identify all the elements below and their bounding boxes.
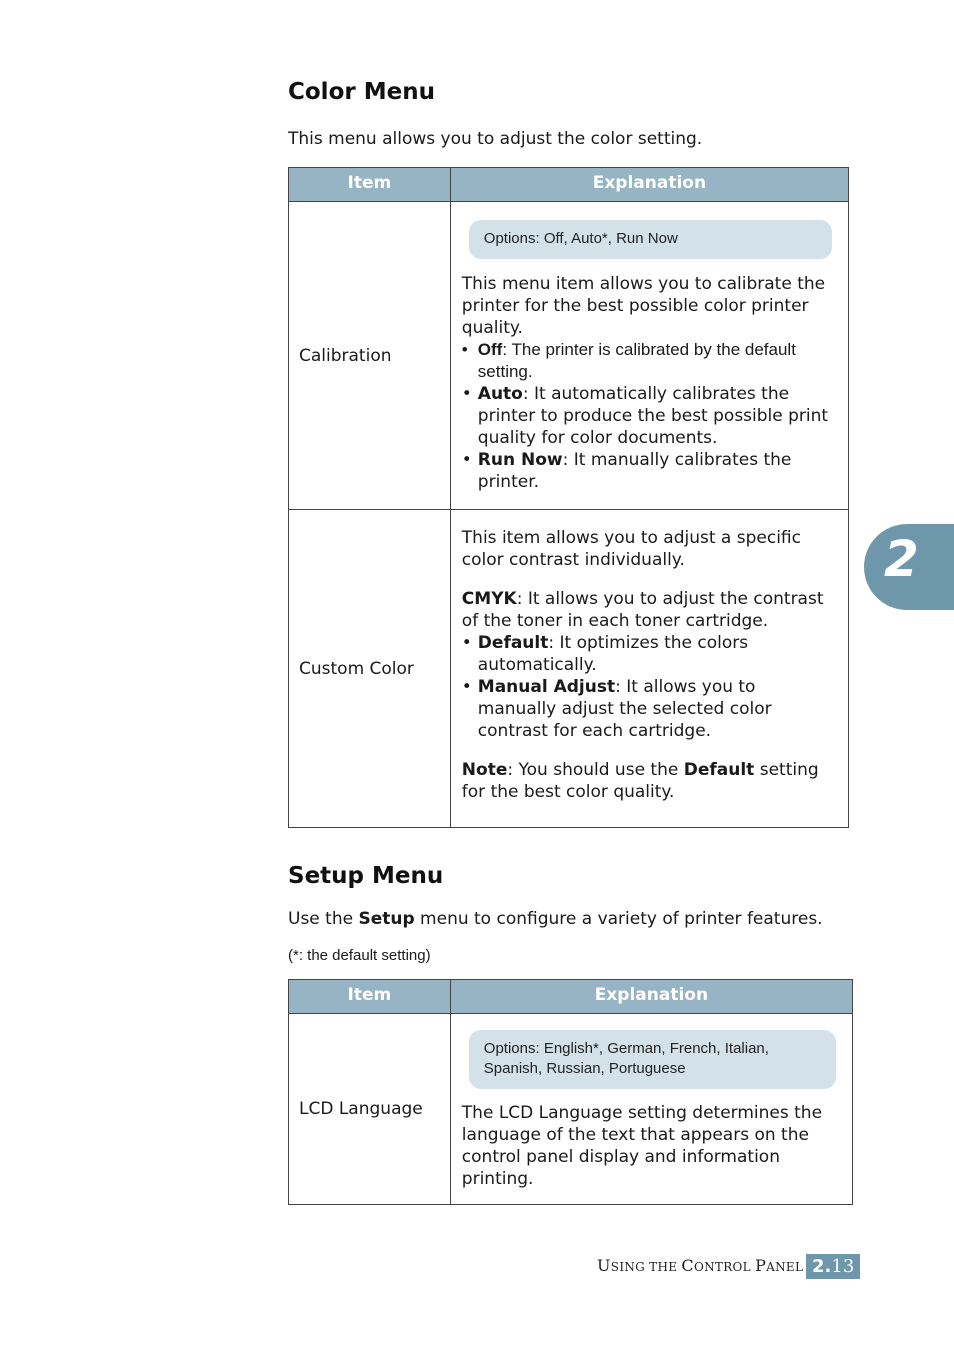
setup-menu-intro: Use the Setup menu to configure a variety of printer features.	[288, 909, 823, 929]
page-number-badge: 2.13	[806, 1254, 860, 1279]
table-header-row	[289, 980, 853, 1014]
table-row	[289, 1014, 853, 1205]
footer-section-title: USING THE CONTROL PANEL	[597, 1256, 804, 1275]
explanation-lcd-language	[450, 1014, 852, 1205]
note-text: Note: You should use the Default setting for the best color quality.	[461, 759, 819, 802]
list-item: • Auto: It automatically calibrates the printer to produce the best possible print quality for color documents.	[461, 384, 829, 448]
chapter-tab	[864, 524, 954, 610]
lcd-language-text: The LCD Language setting determines the language of the text that appears on the control panel display and information printing.	[461, 1103, 823, 1189]
explanation-calibration	[450, 202, 848, 510]
color-menu-intro: This menu allows you to adjust the color setting.	[288, 129, 703, 149]
setup-menu-table	[288, 979, 853, 1205]
list-item: • Manual Adjust: It allows you to manually adjust the selected color contrast for each cartridge.	[461, 676, 772, 741]
header-item: Item	[289, 980, 451, 1014]
color-menu-table	[288, 167, 849, 828]
item-lcd-language: LCD Language	[289, 1014, 451, 1205]
table-row	[289, 202, 849, 510]
color-menu-title: Color Menu	[288, 79, 435, 105]
header-item: Item	[289, 168, 451, 202]
options-box: Options: English*, German, French, Italian, Spanish, Russian, Portuguese	[469, 1030, 836, 1089]
list-item: • Run Now: It manually calibrates the printer.	[461, 450, 792, 492]
header-explanation: Explanation	[450, 168, 848, 202]
chapter-number: 2	[884, 530, 919, 588]
setup-menu-title: Setup Menu	[288, 863, 444, 889]
default-setting-note: (*: the default setting)	[288, 947, 431, 964]
calibration-text: This menu item allows you to calibrate the printer for the best possible color printer quality.	[461, 274, 826, 338]
list-item: • Default: It optimizes the colors automatically.	[461, 632, 749, 675]
item-custom-color: Custom Color	[289, 510, 451, 828]
options-box: Options: Off, Auto*, Run Now	[469, 220, 832, 259]
list-item: • Off: The printer is calibrated by the default setting.	[461, 340, 796, 381]
explanation-custom-color	[450, 510, 848, 828]
custom-color-text: This item allows you to adjust a specific color contrast individually.	[461, 527, 801, 570]
header-explanation: Explanation	[450, 980, 852, 1014]
table-row	[289, 510, 849, 828]
item-calibration: Calibration	[289, 202, 451, 510]
table-header-row	[289, 168, 849, 202]
cmyk-text: CMYK: It allows you to adjust the contrast of the toner in each toner cartridge.	[461, 588, 824, 631]
